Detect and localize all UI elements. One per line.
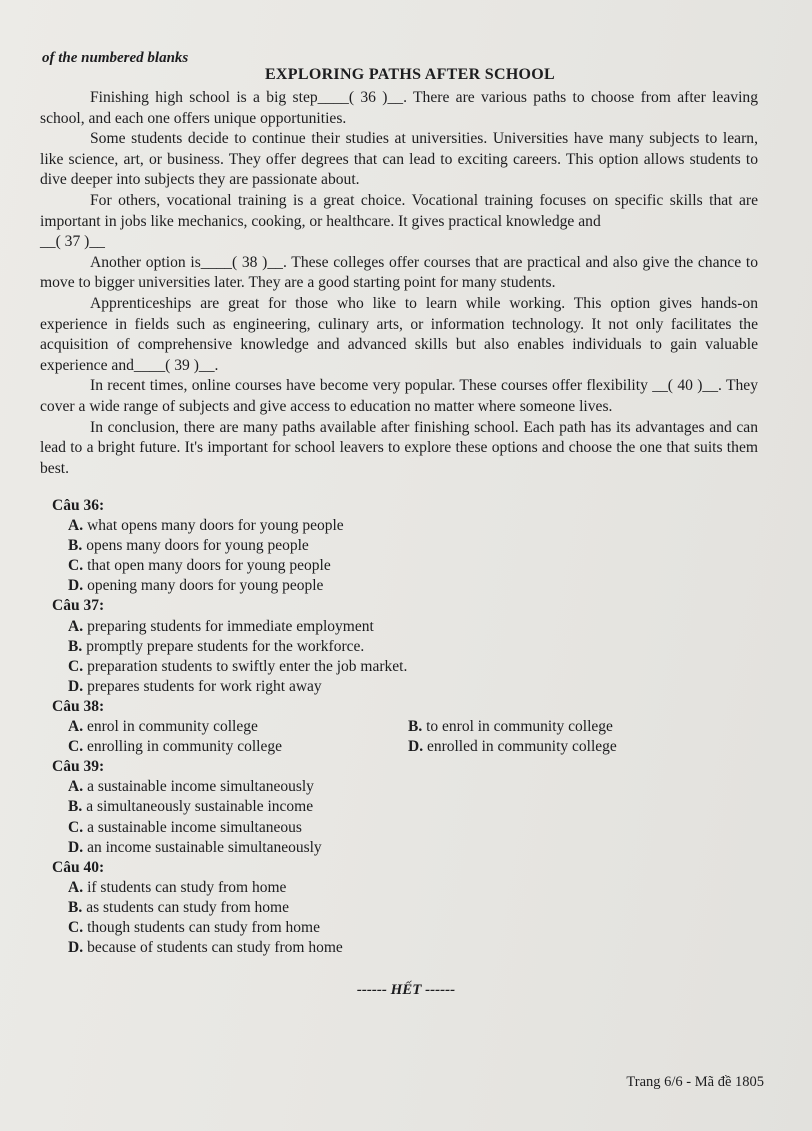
question-38-row-2: [52, 737, 752, 757]
question-37-option-a[interactable]: A. preparing students for immediate employment: [68, 617, 374, 635]
question-38-row-1: [52, 717, 752, 737]
end-mark: ------ HẾT ------: [356, 982, 456, 998]
paragraph-3: For others, vocational training is a great choice. Vocational training focuses on specific skills that are important in jobs like mechanics, cooking, or healthcare. It gives practical knowledge and: [40, 191, 758, 230]
question-36-option-d[interactable]: D. opening many doors for young people: [68, 577, 324, 595]
paragraph-1: Finishing high school is a big step____( 36 )__. There are various paths to choose from after leaving school, and each one offers unique opportunities.: [40, 89, 758, 127]
question-37-option-b[interactable]: B. promptly prepare students for the workforce.: [68, 637, 365, 655]
question-38-option-a[interactable]: A. enrol in community college: [68, 718, 258, 736]
question-39-option-c[interactable]: C. a sustainable income simultaneous: [68, 818, 302, 836]
question-39-option-a[interactable]: A. a sustainable income simultaneously: [68, 778, 314, 796]
question-37-option-c[interactable]: C. preparation students to swiftly enter the job market.: [68, 657, 408, 675]
blank-37-line: __( 37 )__: [40, 233, 105, 251]
question-36-option-c[interactable]: C. that open many doors for young people: [68, 557, 331, 575]
question-40-label: Câu 40:: [52, 858, 105, 876]
passage-title: EXPLORING PATHS AFTER SCHOOL: [264, 66, 556, 83]
question-37-label: Câu 37:: [52, 597, 105, 615]
question-40-option-a[interactable]: A. if students can study from home: [68, 878, 287, 896]
header-note: of the numbered blanks: [42, 50, 189, 66]
question-38-option-d[interactable]: D. enrolled in community college: [408, 738, 617, 756]
question-36-option-b[interactable]: B. opens many doors for young people: [68, 537, 309, 555]
paragraph-5: Apprenticeships are great for those who like to learn while working. This option gives hands-on experience in fields such as engineering, culinary arts, or information technology. It not only facilitates the acquisition of comprehensive knowledge and advanced skills but also enables individuals to gain valuable experience and____( 39 )__.: [40, 294, 758, 374]
question-40-option-c[interactable]: C. though students can study from home: [68, 918, 320, 936]
question-38-label: Câu 38:: [52, 697, 105, 715]
question-38-option-b[interactable]: B. to enrol in community college: [408, 718, 613, 736]
question-37-option-d[interactable]: D. prepares students for work right away: [68, 677, 322, 695]
paragraph-2: Some students decide to continue their studies at universities. Universities have many subjects to learn, like science, art, or business. They offer degrees that can lead to exciting careers. This option allows students to dive deeper into subjects they are passionate about.: [40, 130, 758, 189]
reading-passage: [40, 88, 758, 479]
question-39-option-d[interactable]: D. an income sustainable simultaneously: [68, 838, 322, 856]
question-36-label: Câu 36:: [52, 497, 105, 514]
question-39-option-b[interactable]: B. a simultaneously sustainable income: [68, 798, 314, 816]
question-40-option-b[interactable]: B. as students can study from home: [68, 898, 289, 916]
question-40-option-d[interactable]: D. because of students can study from home: [68, 939, 343, 957]
paragraph-7: In conclusion, there are many paths available after finishing school. Each path has its advantages and can lead to a bright future. It's important for school leavers to explore these options and choose the one that suits them best.: [40, 418, 758, 477]
paragraph-6: In recent times, online courses have become very popular. These courses offer flexibility __( 40 )__. They cover a wide range of subjects and give access to education no matter where someone lives.: [40, 377, 758, 415]
question-39-label: Câu 39:: [52, 758, 105, 776]
question-36-option-a[interactable]: A. what opens many doors for young people: [68, 517, 344, 535]
question-38-option-c[interactable]: C. enrolling in community college: [68, 738, 282, 756]
question-list: [52, 496, 752, 958]
page-footer: Trang 6/6 - Mã đề 1805: [626, 1074, 764, 1090]
paragraph-4: Another option is____( 38 )__. These colleges offer courses that are practical and also give the chance to move to bigger universities later. They are a good starting point for many students.: [40, 253, 758, 292]
